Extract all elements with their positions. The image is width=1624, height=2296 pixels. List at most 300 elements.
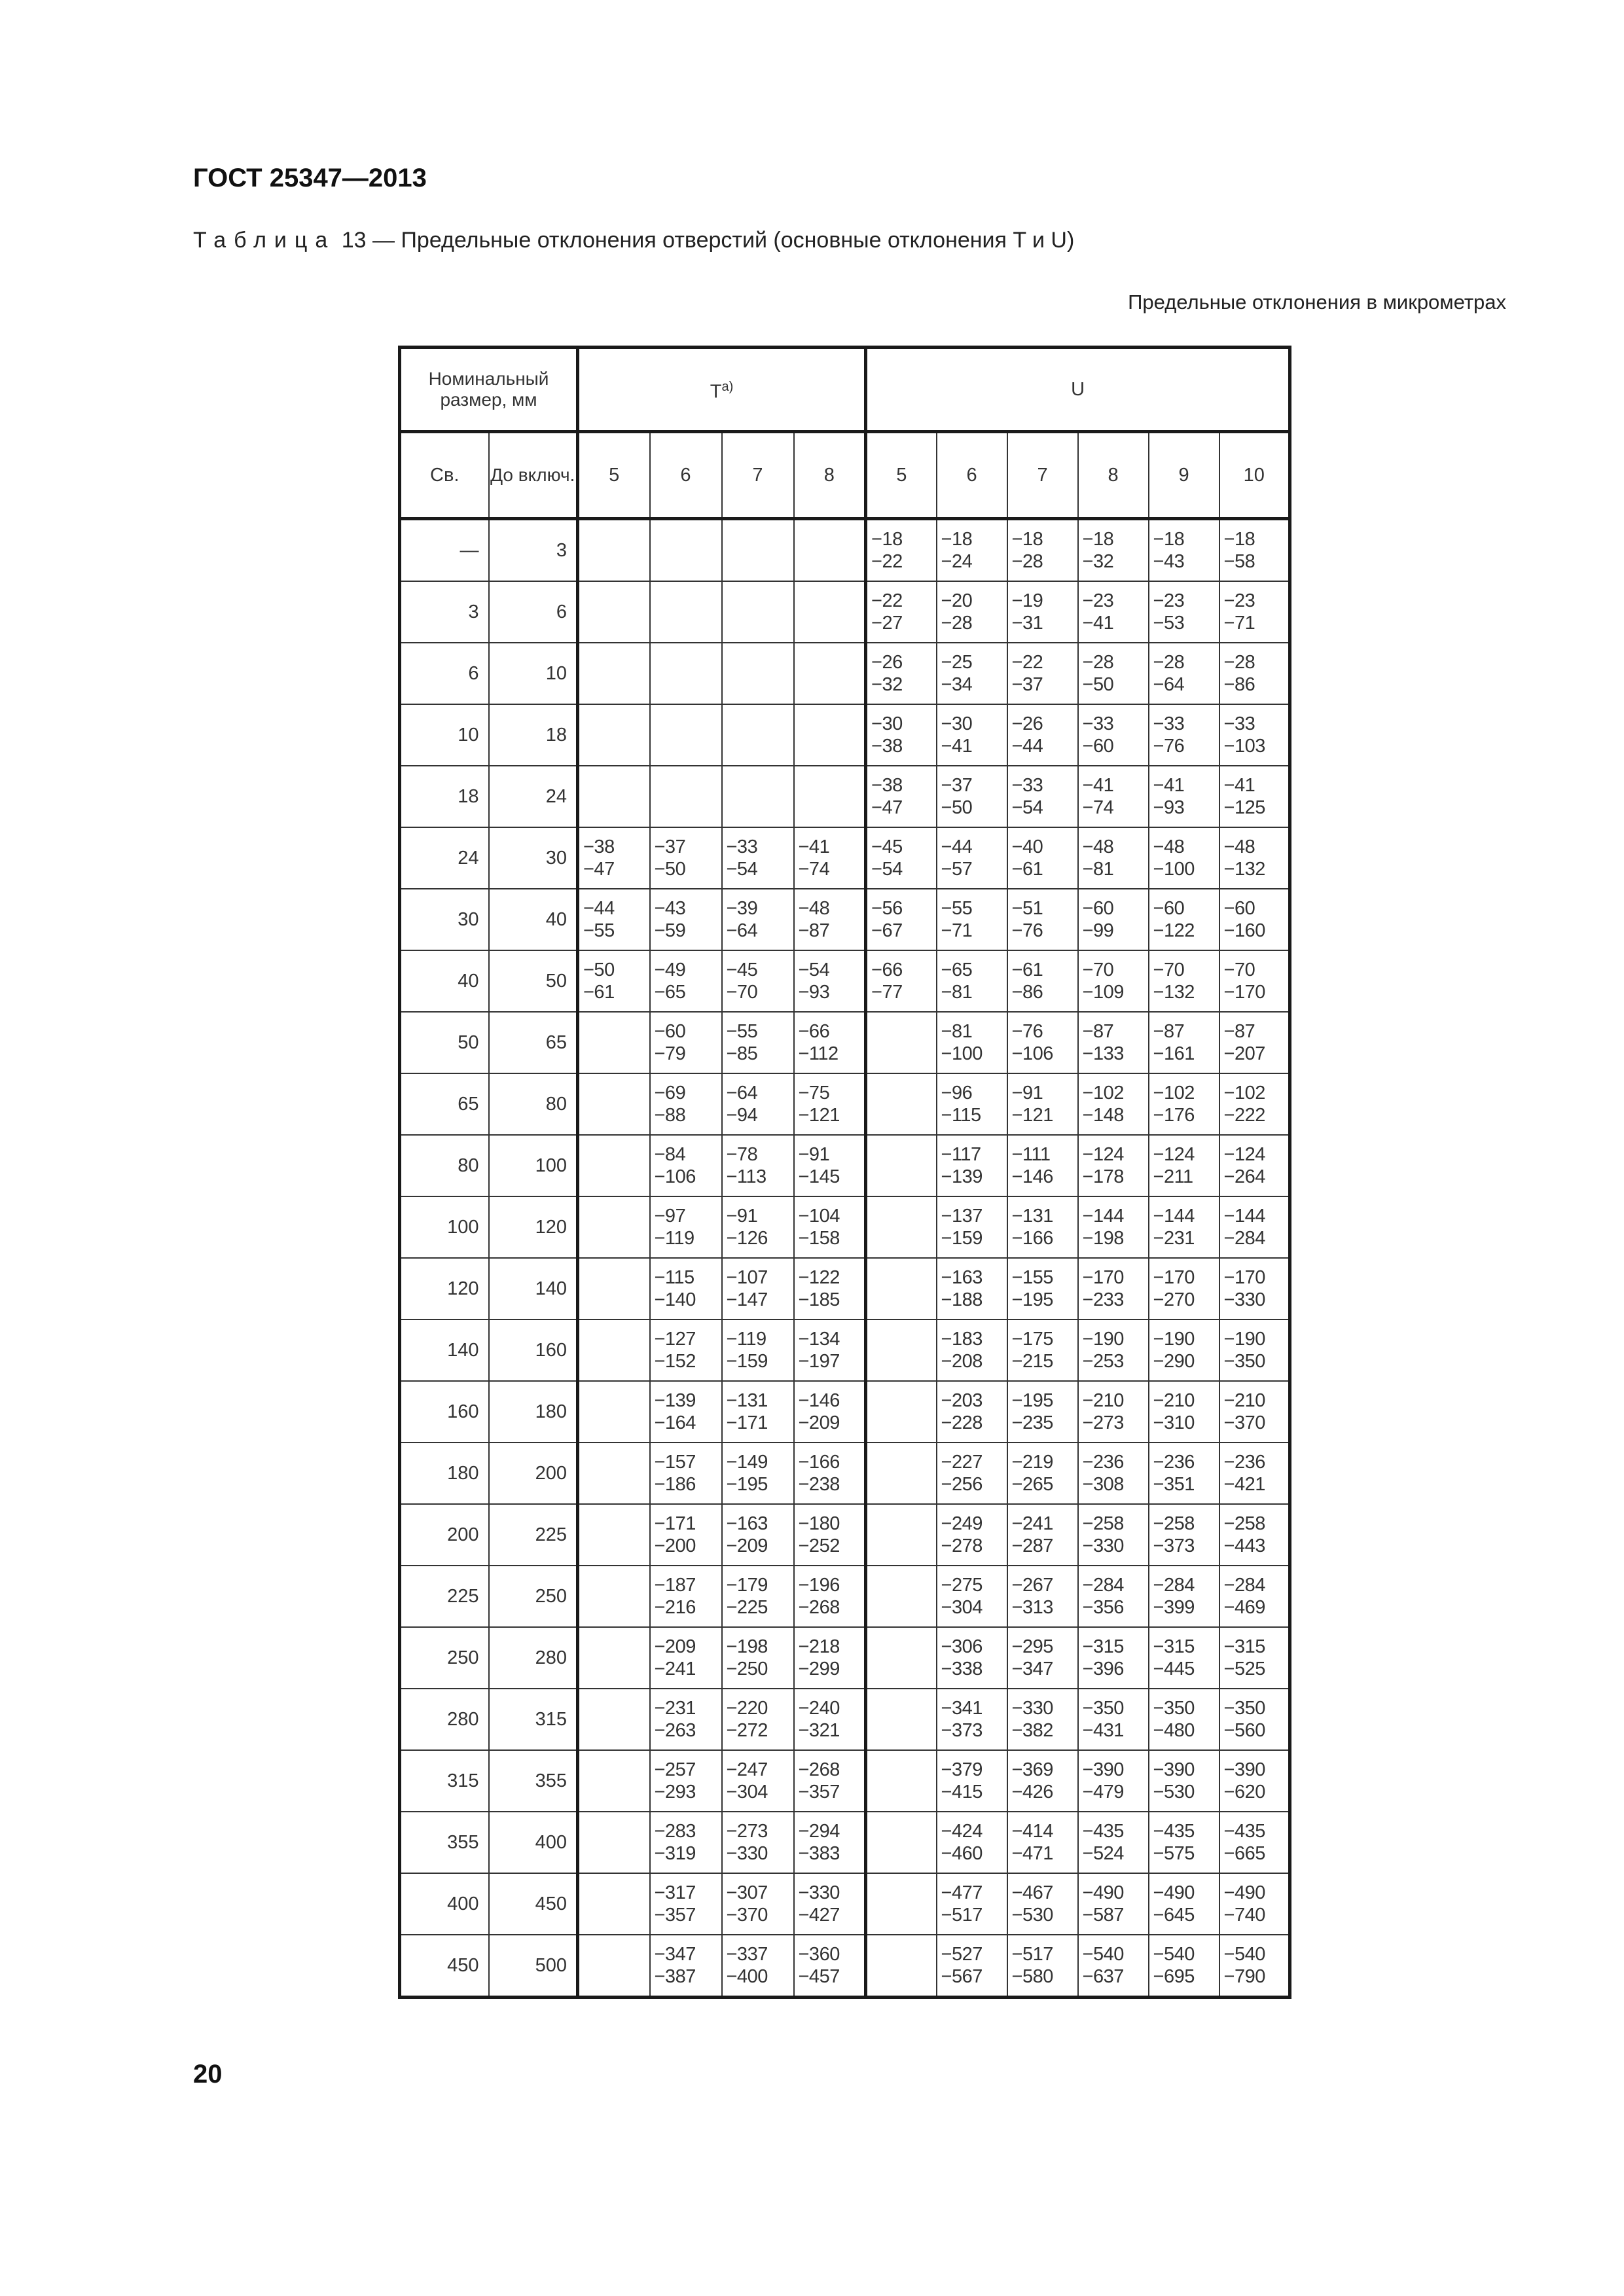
deviation-cell — [1149, 1504, 1219, 1566]
lower-deviation: −76 — [1011, 920, 1043, 941]
upper-deviation: −131 — [1011, 1206, 1053, 1227]
grade-header: 6 — [650, 432, 722, 519]
group-t-header — [578, 348, 866, 432]
deviation-cell — [1219, 1319, 1290, 1381]
deviation-cell — [866, 1873, 937, 1935]
deviation-cell — [937, 1812, 1007, 1873]
upper-deviation: −155 — [1011, 1267, 1053, 1288]
size-from-cell: 100 — [400, 1196, 489, 1258]
deviation-cell — [1219, 827, 1290, 889]
deviation-cell — [578, 1627, 650, 1689]
upper-deviation: −315 — [1082, 1636, 1124, 1657]
lower-deviation: −70 — [726, 982, 758, 1003]
deviation-cell — [722, 1381, 794, 1443]
upper-deviation: −22 — [1011, 652, 1043, 673]
deviation-cell — [578, 1135, 650, 1196]
deviation-cell — [1007, 1196, 1078, 1258]
upper-deviation: −283 — [654, 1821, 696, 1842]
deviation-cell — [650, 889, 722, 950]
deviation-cell — [937, 704, 1007, 766]
deviation-cell — [650, 1566, 722, 1627]
upper-deviation: −307 — [726, 1882, 768, 1903]
deviation-cell — [722, 1012, 794, 1073]
deviation-cell — [1007, 1750, 1078, 1812]
lower-deviation: −383 — [798, 1843, 840, 1864]
lower-deviation: −228 — [941, 1412, 983, 1433]
lower-deviation: −293 — [654, 1782, 696, 1803]
upper-deviation: −60 — [1223, 898, 1255, 919]
deviation-cell — [1007, 1443, 1078, 1504]
lower-deviation: −50 — [941, 797, 973, 818]
table-caption — [193, 228, 1074, 253]
lower-deviation: −86 — [1223, 674, 1255, 695]
deviation-cell — [1078, 581, 1149, 643]
deviation-cell — [1007, 950, 1078, 1012]
lower-deviation: −351 — [1153, 1474, 1195, 1495]
deviation-cell — [1078, 1073, 1149, 1135]
upper-deviation: −28 — [1153, 652, 1185, 673]
lower-deviation: −209 — [726, 1535, 768, 1556]
lower-deviation: −233 — [1082, 1289, 1124, 1310]
size-to-cell: 140 — [489, 1258, 578, 1319]
upper-deviation: −195 — [1011, 1390, 1053, 1411]
upper-deviation: −60 — [1082, 898, 1114, 919]
upper-deviation: −360 — [798, 1944, 840, 1965]
deviation-cell — [937, 1073, 1007, 1135]
lower-deviation: −525 — [1223, 1659, 1265, 1679]
upper-deviation: −284 — [1153, 1575, 1195, 1596]
lower-deviation: −31 — [1011, 613, 1043, 634]
size-from-cell: 6 — [400, 643, 489, 704]
upper-deviation: −65 — [941, 960, 973, 980]
deviation-cell — [937, 1566, 1007, 1627]
deviation-cell — [866, 1196, 937, 1258]
upper-deviation: −33 — [1223, 713, 1255, 734]
deviation-cell — [937, 889, 1007, 950]
deviation-cell — [650, 950, 722, 1012]
upper-deviation: −25 — [941, 652, 973, 673]
deviation-cell — [578, 1196, 650, 1258]
upper-deviation: −23 — [1082, 590, 1114, 611]
deviation-cell — [937, 519, 1007, 582]
lower-deviation: −159 — [941, 1228, 983, 1249]
page-number: 20 — [193, 2060, 223, 2089]
lower-deviation: −310 — [1153, 1412, 1195, 1433]
upper-deviation: −91 — [798, 1144, 830, 1165]
upper-deviation: −350 — [1153, 1698, 1195, 1719]
upper-deviation: −180 — [798, 1513, 840, 1534]
table-row — [400, 889, 1290, 950]
size-to-cell: 160 — [489, 1319, 578, 1381]
deviation-cell — [937, 1935, 1007, 1998]
upper-deviation: −45 — [871, 836, 903, 857]
deviation-cell — [1149, 827, 1219, 889]
grade-header: 7 — [722, 432, 794, 519]
units-note: Предельные отклонения в микрометрах — [1128, 291, 1506, 314]
deviation-cell — [578, 1258, 650, 1319]
deviation-cell — [1149, 1258, 1219, 1319]
upper-deviation: −87 — [1153, 1021, 1185, 1042]
lower-deviation: −88 — [654, 1105, 686, 1126]
lower-deviation: −145 — [798, 1166, 840, 1187]
lower-deviation: −290 — [1153, 1351, 1195, 1372]
upper-deviation: −33 — [1011, 775, 1043, 796]
lower-deviation: −457 — [798, 1966, 840, 1987]
upper-deviation: −66 — [871, 960, 903, 980]
lower-deviation: −44 — [1011, 736, 1043, 757]
deviation-cell — [1219, 889, 1290, 950]
lower-deviation: −71 — [1223, 613, 1255, 634]
lower-deviation: −567 — [941, 1966, 983, 1987]
table-row — [400, 519, 1290, 582]
deviation-cell — [722, 766, 794, 827]
upper-deviation: −527 — [941, 1944, 983, 1965]
size-from-cell: 18 — [400, 766, 489, 827]
upper-deviation: −170 — [1153, 1267, 1195, 1288]
size-to-cell: 6 — [489, 581, 578, 643]
size-to-cell: 120 — [489, 1196, 578, 1258]
deviation-cell — [578, 1381, 650, 1443]
lower-deviation: −28 — [941, 613, 973, 634]
upper-deviation: −540 — [1153, 1944, 1195, 1965]
deviation-cell — [866, 1935, 937, 1998]
lower-deviation: −427 — [798, 1905, 840, 1926]
deviation-cell — [1219, 1381, 1290, 1443]
deviation-cell — [578, 1935, 650, 1998]
deviation-cell — [578, 1443, 650, 1504]
deviation-cell — [650, 1135, 722, 1196]
upper-deviation: −22 — [871, 590, 903, 611]
lower-deviation: −109 — [1082, 982, 1124, 1003]
upper-deviation: −379 — [941, 1759, 983, 1780]
lower-deviation: −330 — [1082, 1535, 1124, 1556]
upper-deviation: −390 — [1153, 1759, 1195, 1780]
deviation-cell — [650, 1750, 722, 1812]
deviation-cell — [1078, 1012, 1149, 1073]
deviation-cell — [578, 643, 650, 704]
deviation-cell — [578, 1566, 650, 1627]
deviation-cell — [794, 1812, 866, 1873]
deviation-cell — [1219, 1504, 1290, 1566]
lower-deviation: −338 — [941, 1659, 983, 1679]
lower-deviation: −65 — [654, 982, 686, 1003]
upper-deviation: −44 — [941, 836, 973, 857]
deviation-cell — [650, 1689, 722, 1750]
lower-deviation: −61 — [1011, 859, 1043, 880]
deviation-cell — [1007, 1504, 1078, 1566]
lower-deviation: −645 — [1153, 1905, 1195, 1926]
deviation-cell — [794, 643, 866, 704]
upper-deviation: −33 — [1153, 713, 1185, 734]
lower-deviation: −265 — [1011, 1474, 1053, 1495]
lower-deviation: −186 — [654, 1474, 696, 1495]
lower-deviation: −113 — [726, 1166, 767, 1187]
deviation-cell — [1149, 1381, 1219, 1443]
deviation-cell — [1007, 1627, 1078, 1689]
deviation-cell — [1078, 1750, 1149, 1812]
upper-deviation: −341 — [941, 1698, 983, 1719]
upper-deviation: −28 — [1082, 652, 1114, 673]
size-from-cell: 120 — [400, 1258, 489, 1319]
table-row — [400, 766, 1290, 827]
deviation-cell — [1007, 1012, 1078, 1073]
deviation-cell — [1078, 950, 1149, 1012]
deviation-cell — [1007, 1566, 1078, 1627]
deviation-cell — [650, 827, 722, 889]
upper-deviation: −61 — [1011, 960, 1043, 980]
deviation-cell — [794, 889, 866, 950]
lower-deviation: −431 — [1082, 1720, 1124, 1741]
deviation-cell — [650, 1012, 722, 1073]
size-to-cell: 315 — [489, 1689, 578, 1750]
lower-deviation: −200 — [654, 1535, 696, 1556]
deviation-cell — [794, 1012, 866, 1073]
deviation-cell — [722, 581, 794, 643]
deviation-cell — [1007, 1135, 1078, 1196]
lower-deviation: −195 — [1011, 1289, 1053, 1310]
deviation-cell — [1078, 1196, 1149, 1258]
upper-deviation: −131 — [726, 1390, 768, 1411]
lower-deviation: −58 — [1223, 551, 1255, 572]
table-body — [400, 519, 1290, 1998]
upper-deviation: −111 — [1011, 1144, 1051, 1165]
lower-deviation: −665 — [1223, 1843, 1265, 1864]
caption-text: 13 — Предельные отклонения отверстий (основные отклонения T и U) — [341, 228, 1075, 253]
upper-deviation: −30 — [871, 713, 903, 734]
upper-deviation: −70 — [1082, 960, 1114, 980]
deviation-cell — [722, 1258, 794, 1319]
table-row — [400, 1750, 1290, 1812]
lower-deviation: −60 — [1082, 736, 1114, 757]
size-from-cell: 50 — [400, 1012, 489, 1073]
lower-deviation: −87 — [798, 920, 830, 941]
grade-header: 6 — [937, 432, 1007, 519]
deviation-cell — [650, 1504, 722, 1566]
deviation-cell — [866, 704, 937, 766]
lower-deviation: −139 — [941, 1166, 983, 1187]
upper-deviation: −18 — [941, 529, 973, 550]
lower-deviation: −445 — [1153, 1659, 1195, 1679]
deviation-cell — [650, 1258, 722, 1319]
deviation-cell — [1078, 1258, 1149, 1319]
deviation-cell — [794, 1381, 866, 1443]
lower-deviation: −32 — [1082, 551, 1114, 572]
lower-deviation: −426 — [1011, 1782, 1053, 1803]
upper-deviation: −23 — [1153, 590, 1185, 611]
lower-deviation: −152 — [654, 1351, 696, 1372]
lower-deviation: −620 — [1223, 1782, 1265, 1803]
lower-deviation: −460 — [941, 1843, 983, 1864]
table-row — [400, 1443, 1290, 1504]
deviation-cell — [578, 581, 650, 643]
upper-deviation: −144 — [1223, 1206, 1265, 1227]
lower-deviation: −235 — [1011, 1412, 1053, 1433]
upper-deviation: −163 — [726, 1513, 768, 1534]
upper-deviation: −490 — [1223, 1882, 1265, 1903]
upper-deviation: −122 — [798, 1267, 840, 1288]
deviation-cell — [1007, 827, 1078, 889]
upper-deviation: −41 — [1153, 775, 1185, 796]
upper-deviation: −102 — [1082, 1083, 1124, 1103]
upper-deviation: −540 — [1082, 1944, 1124, 1965]
lower-deviation: −396 — [1082, 1659, 1124, 1679]
lower-deviation: −32 — [871, 674, 903, 695]
deviation-cell — [578, 519, 650, 582]
deviation-cell — [650, 1319, 722, 1381]
deviation-cell — [794, 1750, 866, 1812]
deviation-cell — [578, 827, 650, 889]
upper-deviation: −69 — [654, 1083, 686, 1103]
size-from-cell: 30 — [400, 889, 489, 950]
lower-deviation: −250 — [726, 1659, 768, 1679]
upper-deviation: −249 — [941, 1513, 983, 1534]
lower-deviation: −93 — [1153, 797, 1185, 818]
upper-deviation: −41 — [798, 836, 830, 857]
lower-deviation: −99 — [1082, 920, 1114, 941]
upper-deviation: −247 — [726, 1759, 768, 1780]
lower-deviation: −299 — [798, 1659, 840, 1679]
upper-deviation: −258 — [1153, 1513, 1195, 1534]
upper-deviation: −210 — [1153, 1390, 1195, 1411]
upper-deviation: −210 — [1082, 1390, 1124, 1411]
lower-deviation: −54 — [726, 859, 758, 880]
size-from-cell: 40 — [400, 950, 489, 1012]
lower-deviation: −125 — [1223, 797, 1265, 818]
grade-header: 10 — [1219, 432, 1290, 519]
upper-deviation: −18 — [1223, 529, 1255, 550]
upper-deviation: −315 — [1153, 1636, 1195, 1657]
upper-deviation: −124 — [1223, 1144, 1265, 1165]
deviation-cell — [1078, 643, 1149, 704]
table-row — [400, 643, 1290, 704]
grade-header: 5 — [578, 432, 650, 519]
deviation-cell — [937, 1196, 1007, 1258]
upper-deviation: −490 — [1082, 1882, 1124, 1903]
lower-deviation: −76 — [1153, 736, 1185, 757]
size-to-cell: 3 — [489, 519, 578, 582]
size-to-cell: 355 — [489, 1750, 578, 1812]
upper-deviation: −41 — [1223, 775, 1255, 796]
deviation-cell — [794, 827, 866, 889]
deviation-cell — [866, 1319, 937, 1381]
upper-deviation: −196 — [798, 1575, 840, 1596]
deviation-cell — [866, 519, 937, 582]
lower-deviation: −47 — [583, 859, 615, 880]
table-row — [400, 950, 1290, 1012]
deviation-cell — [794, 1935, 866, 1998]
upper-deviation: −76 — [1011, 1021, 1043, 1042]
upper-deviation: −275 — [941, 1575, 983, 1596]
lower-deviation: −524 — [1082, 1843, 1124, 1864]
deviation-cell — [1219, 1566, 1290, 1627]
table-row — [400, 827, 1290, 889]
deviation-cell — [937, 1504, 1007, 1566]
deviation-cell — [1149, 766, 1219, 827]
deviation-cell — [1078, 519, 1149, 582]
to-header — [489, 432, 578, 519]
table-row — [400, 1689, 1290, 1750]
deviation-cell — [937, 1319, 1007, 1381]
deviation-cell — [578, 704, 650, 766]
deviation-cell — [1007, 889, 1078, 950]
lower-deviation: −34 — [941, 674, 973, 695]
lower-deviation: −50 — [654, 859, 686, 880]
deviation-cell — [1149, 1812, 1219, 1873]
lower-deviation: −443 — [1223, 1535, 1265, 1556]
deviation-cell — [1007, 1258, 1078, 1319]
upper-deviation: −144 — [1153, 1206, 1195, 1227]
lower-deviation: −207 — [1223, 1043, 1265, 1064]
deviation-cell — [937, 643, 1007, 704]
lower-deviation: −106 — [654, 1166, 696, 1187]
deviation-cell — [722, 950, 794, 1012]
deviation-cell — [794, 1196, 866, 1258]
upper-deviation: −38 — [871, 775, 903, 796]
lower-deviation: −356 — [1082, 1597, 1124, 1618]
upper-deviation: −258 — [1223, 1513, 1265, 1534]
upper-deviation: −75 — [798, 1083, 830, 1103]
deviation-cell — [794, 704, 866, 766]
deviation-cell — [1078, 1935, 1149, 1998]
lower-deviation: −530 — [1011, 1905, 1053, 1926]
deviation-cell — [650, 766, 722, 827]
upper-deviation: −97 — [654, 1206, 686, 1227]
lower-deviation: −85 — [726, 1043, 758, 1064]
nominal-size-header — [400, 348, 578, 432]
upper-deviation: −220 — [726, 1698, 768, 1719]
upper-deviation: −137 — [941, 1206, 983, 1227]
lower-deviation: −38 — [871, 736, 903, 757]
deviation-cell — [1219, 1258, 1290, 1319]
upper-deviation: −115 — [654, 1267, 695, 1288]
deviation-cell — [1219, 1689, 1290, 1750]
deviation-cell — [794, 1258, 866, 1319]
upper-deviation: −517 — [1011, 1944, 1053, 1965]
deviation-cell — [937, 1873, 1007, 1935]
deviation-cell — [937, 581, 1007, 643]
upper-deviation: −236 — [1153, 1452, 1195, 1473]
lower-deviation: −415 — [941, 1782, 983, 1803]
lower-deviation: −211 — [1153, 1166, 1193, 1187]
deviation-cell — [1078, 1566, 1149, 1627]
upper-deviation: −18 — [1153, 529, 1185, 550]
deviation-cell — [578, 1812, 650, 1873]
lower-deviation: −170 — [1223, 982, 1265, 1003]
upper-deviation: −23 — [1223, 590, 1255, 611]
deviation-cell — [1219, 1873, 1290, 1935]
deviation-cell — [722, 1750, 794, 1812]
lower-deviation: −53 — [1153, 613, 1185, 634]
lower-deviation: −41 — [941, 736, 973, 757]
upper-deviation: −134 — [798, 1329, 840, 1350]
upper-deviation: −257 — [654, 1759, 696, 1780]
lower-deviation: −71 — [941, 920, 973, 941]
deviation-cell — [794, 1319, 866, 1381]
deviation-cell — [578, 950, 650, 1012]
upper-deviation: −236 — [1223, 1452, 1265, 1473]
upper-deviation: −284 — [1223, 1575, 1265, 1596]
table-row — [400, 1566, 1290, 1627]
lower-deviation: −54 — [1011, 797, 1043, 818]
lower-deviation: −74 — [798, 859, 830, 880]
deviation-cell — [1219, 1812, 1290, 1873]
size-from-cell: 10 — [400, 704, 489, 766]
lower-deviation: −64 — [726, 920, 758, 941]
lower-deviation: −79 — [654, 1043, 686, 1064]
upper-deviation: −84 — [654, 1144, 686, 1165]
lower-deviation: −479 — [1082, 1782, 1124, 1803]
deviation-cell — [866, 1566, 937, 1627]
